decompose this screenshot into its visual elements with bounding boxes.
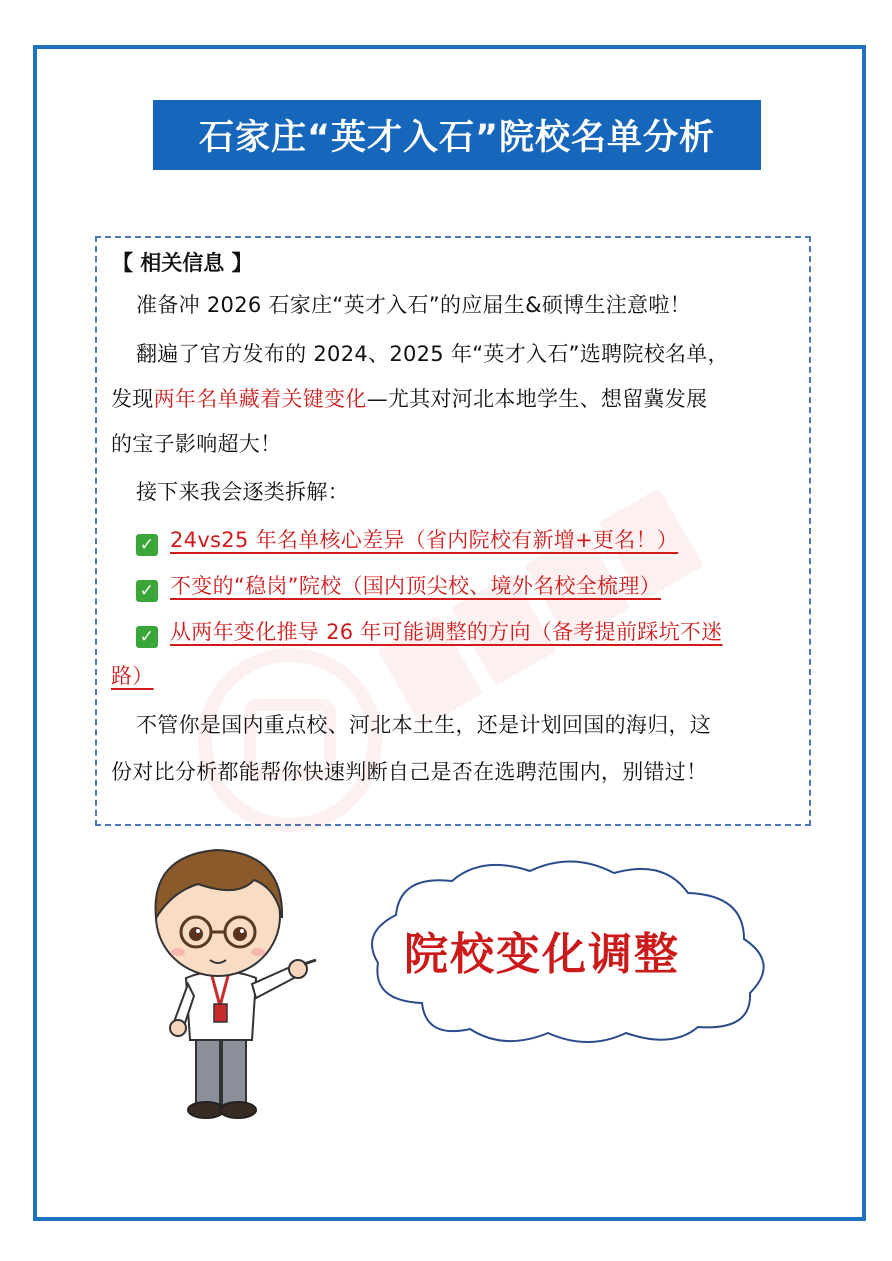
paragraph-line: 份对比分析都能帮你快速判断自己是否在选聘范围内，别错过！ (111, 760, 708, 784)
info-heading: 【 相关信息 】 (112, 251, 253, 275)
paragraph-line: 接下来我会逐类拆解： (136, 480, 349, 504)
list-item (136, 616, 816, 648)
paragraph-line: 翻遍了官方发布的 2024、2025 年“英才入石”选聘院校名单， (136, 342, 729, 366)
text-fragment: —尤其对河北本地学生、想留冀发展 (366, 387, 708, 411)
check-icon: ✓ (136, 534, 158, 556)
list-item-continuation (111, 660, 791, 690)
paragraph-line (111, 383, 791, 413)
list-item (136, 524, 816, 556)
intro-paragraph: 准备冲 2026 石家庄“英才入石”的应届生&硕博生注意啦！ (136, 293, 691, 317)
bubble-text: 院校变化调整 (404, 929, 680, 980)
check-icon: ✓ (136, 580, 158, 602)
list-item-label: 从两年变化推导 26 年可能调整的方向（备考提前踩坑不迷 (170, 620, 723, 644)
cartoon-character-illustration (128, 836, 318, 1122)
paragraph-line: 的宝子影响超大！ (111, 432, 282, 456)
page-title: 石家庄“英才入石”院校名单分析 (153, 100, 761, 170)
highlight-text: 两年名单藏着关键变化 (153, 387, 367, 411)
list-item-label: 路） (111, 664, 154, 688)
text-fragment: 发现 (111, 387, 154, 411)
list-item-label: 不变的“稳岗”院校（国内顶尖校、境外名校全梳理） (170, 574, 661, 598)
list-item-label: 24vs25 年名单核心差异（省内院校有新增+更名！） (170, 528, 679, 552)
paragraph-line: 不管你是国内重点校、河北本土生，还是计划回国的海归，这 (136, 713, 712, 737)
list-item (136, 570, 816, 602)
check-icon: ✓ (136, 626, 158, 648)
